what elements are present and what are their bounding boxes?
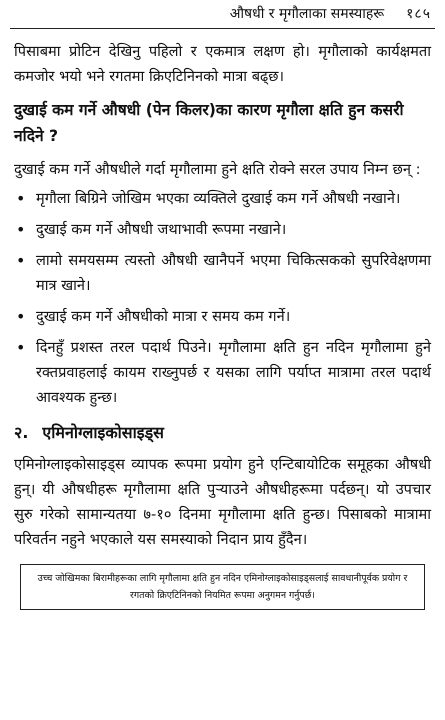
continuation-paragraph: पिसाबमा प्रोटिन देखिनु पहिलो र एकमात्र लक्षण हो। मृगौलाको कार्यक्षमता कमजोर भयो भने रगतमा क्रिएटिनिनको मात्रा बढ्छ। [14,43,431,85]
subheading: दुखाई कम गर्ने औषधी (पेन किलर)का कारण मृगौला क्षति हुन कसरी नदिने ? [14,101,404,145]
list-item-text: लामो समयसम्म त्यस्तो औषधी खानैपर्ने भएमा चिकित्सकको सुपरिवेक्षणमा मात्र खाने। [36,252,431,294]
section-paragraph: एमिनोग्लाइकोसाइड्स व्यापक रूपमा प्रयोग हुने एन्टिबायोटिक समूहका औषधी हुन्। यी औषधीहरू मृगौलामा क्षति पुऱ्याउने औषधीहरूमा पर्दछन्। यो उपचार सुरु गरेको सामान्यतया ७-१० दिनमा मृगौलामा क्षति हुन्छ। पिसाबको मात्रामा परिवर्तन नहुने भएकाले यस समस्याको निदान प्राय हुँदैन। [14,456,431,548]
section-heading [14,420,431,446]
bullet-icon: • [16,338,26,357]
list-item-text: मृगौला बिग्रिने जोखिम भएका व्यक्तिले दुखाई कम गर्ने औषधी नखाने। [36,190,401,207]
section-aminoglycosides [14,420,431,552]
list-item-text: दुखाई कम गर्ने औषधी जथाभावी रूपमा नखाने। [36,221,287,238]
bullet-icon: • [16,307,26,326]
list-item [14,217,431,242]
list-item [14,304,431,329]
page-number: १८५ [406,6,431,22]
note-text: उच्च जोखिमका बिरामीहरूका लागि मृगौलामा क्षति हुन नदिन एमिनोग्लाइकोसाइड्सलाई सावधानीपूर्वक प्रयोग र रगतको क्रिएटिनिनको नियमित रूपमा अनुगमन गर्नुपर्छ। [37,573,408,601]
intro-paragraph: दुखाई कम गर्ने औषधीले गर्दा मृगौलामा हुने क्षति रोक्ने सरल उपाय निम्न छन् : [14,161,421,178]
list-item [14,186,431,211]
running-title: औषधी र मृगौलाका समस्याहरू [229,6,385,22]
list-item [14,335,431,410]
list-item [14,248,431,298]
list-item-text: दिनहुँ प्रशस्त तरल पदार्थ पिउने। मृगौलामा क्षति हुन नदिन मृगौलामा हुने रक्तप्रवाहलाई कायम राख्नुपर्छ र यसका लागि पर्याप्त मात्रामा तरल पदार्थ आवश्यक हुन्छ। [36,339,431,406]
list-item-text: दुखाई कम गर्ने औषधीको मात्रा र समय कम गर्ने। [36,308,291,325]
bullet-icon: • [16,220,26,239]
note-box [20,564,425,610]
prevention-list [14,186,431,410]
bullet-icon: • [16,251,26,270]
bullet-icon: • [16,189,26,208]
section-title: एमिनोग्लाइकोसाइड्स [42,423,164,442]
section-number: २. [14,423,29,442]
running-header [10,0,435,29]
